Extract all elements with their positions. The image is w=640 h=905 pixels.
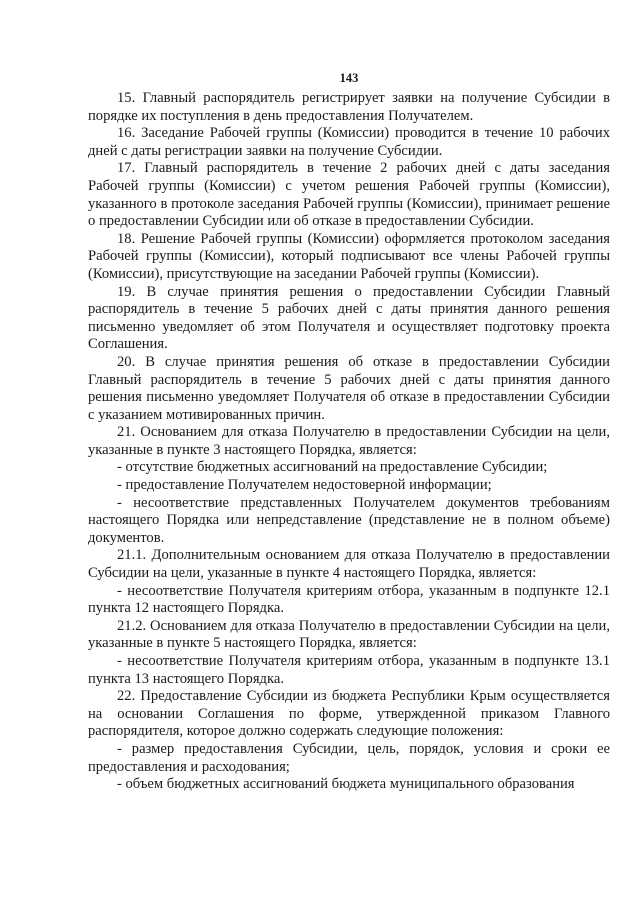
paragraph-21-1: 21.1. Дополнительным основанием для отказа Получателю в предоставлении Субсидии на цели, указанные в пункте 4 настоящего Порядка, является: (88, 547, 610, 582)
list-item-criteria-13-1: - несоответствие Получателя критериям отбора, указанным в подпункте 13.1 пункта 13 настоящего Порядка. (88, 653, 610, 687)
list-item-budget-volume: - объем бюджетных ассигнований бюджета муниципального образования (117, 776, 575, 793)
paragraph-17: 17. Главный распорядитель в течение 2 рабочих дней с даты заседания Рабочей группы (Комиссии) с учетом решения Рабочей группы (Комиссии), указанного в протоколе заседания Рабочей группы (Комиссии), принимает решение о предоставлении Субсидии или об отказе в предоставлении Субсидии. (88, 160, 610, 230)
list-item-false-info: - предоставление Получателем недостоверной информации; (117, 477, 492, 494)
list-item-no-budget: - отсутствие бюджетных ассигнований на предоставление Субсидии; (117, 459, 548, 476)
paragraph-21: 21. Основанием для отказа Получателю в предоставлении Субсидии на цели, указанные в пункте 3 настоящего Порядка, является: (88, 424, 610, 458)
paragraph-22: 22. Предоставление Субсидии из бюджета Республики Крым осуществляется на основании Соглашения по форме, утвержденной приказом Главного распорядителя, которое должно содержать следующие положения: (88, 688, 610, 740)
page-number: 143 (339, 71, 359, 85)
paragraph-15: 15. Главный распорядитель регистрирует заявки на получение Субсидии в порядке их поступления в день предоставления Получателем. (88, 90, 610, 124)
paragraph-16: 16. Заседание Рабочей группы (Комиссии) проводится в течение 10 рабочих дней с даты регистрации заявки на получение Субсидии. (88, 125, 610, 159)
list-item-documents: - несоответствие представленных Получателем документов требованиям настоящего Порядка или непредставление (представление не в полном объеме) документов. (88, 494, 610, 546)
paragraph-20: 20. В случае принятия решения об отказе в предоставлении Субсидии Главный распорядитель в течение 5 рабочих дней с даты принятия данного решения письменно уведомляет Получателя об отказе в предоставлении Субсидии с указанием мотивированных причин. (88, 353, 610, 423)
list-item-subsidy-size: - размер предоставления Субсидии, цель, порядок, условия и сроки ее предоставления и расходования; (88, 740, 610, 775)
paragraph-18: 18. Решение Рабочей группы (Комиссии) оформляется протоколом заседания Рабочей группы (Комиссии), который подписывают все члены Рабочей группы (Комиссии), присутствующие на заседании Рабочей группы (Комиссии). (88, 230, 610, 282)
list-item-criteria-12-1: - несоответствие Получателя критериям отбора, указанным в подпункте 12.1 пункта 12 настоящего Порядка. (88, 582, 610, 617)
document-page (88, 70, 610, 794)
paragraph-21-2: 21.2. Основанием для отказа Получателю в предоставлении Субсидии на цели, указанные в пункте 5 настоящего Порядка, является: (88, 617, 610, 652)
paragraph-19: 19. В случае принятия решения о предоставлении Субсидии Главный распорядитель в течение 5 рабочих дней с даты принятия данного решения письменно уведомляет об этом Получателя и осуществляет подготовку проекта Соглашения. (88, 283, 610, 353)
